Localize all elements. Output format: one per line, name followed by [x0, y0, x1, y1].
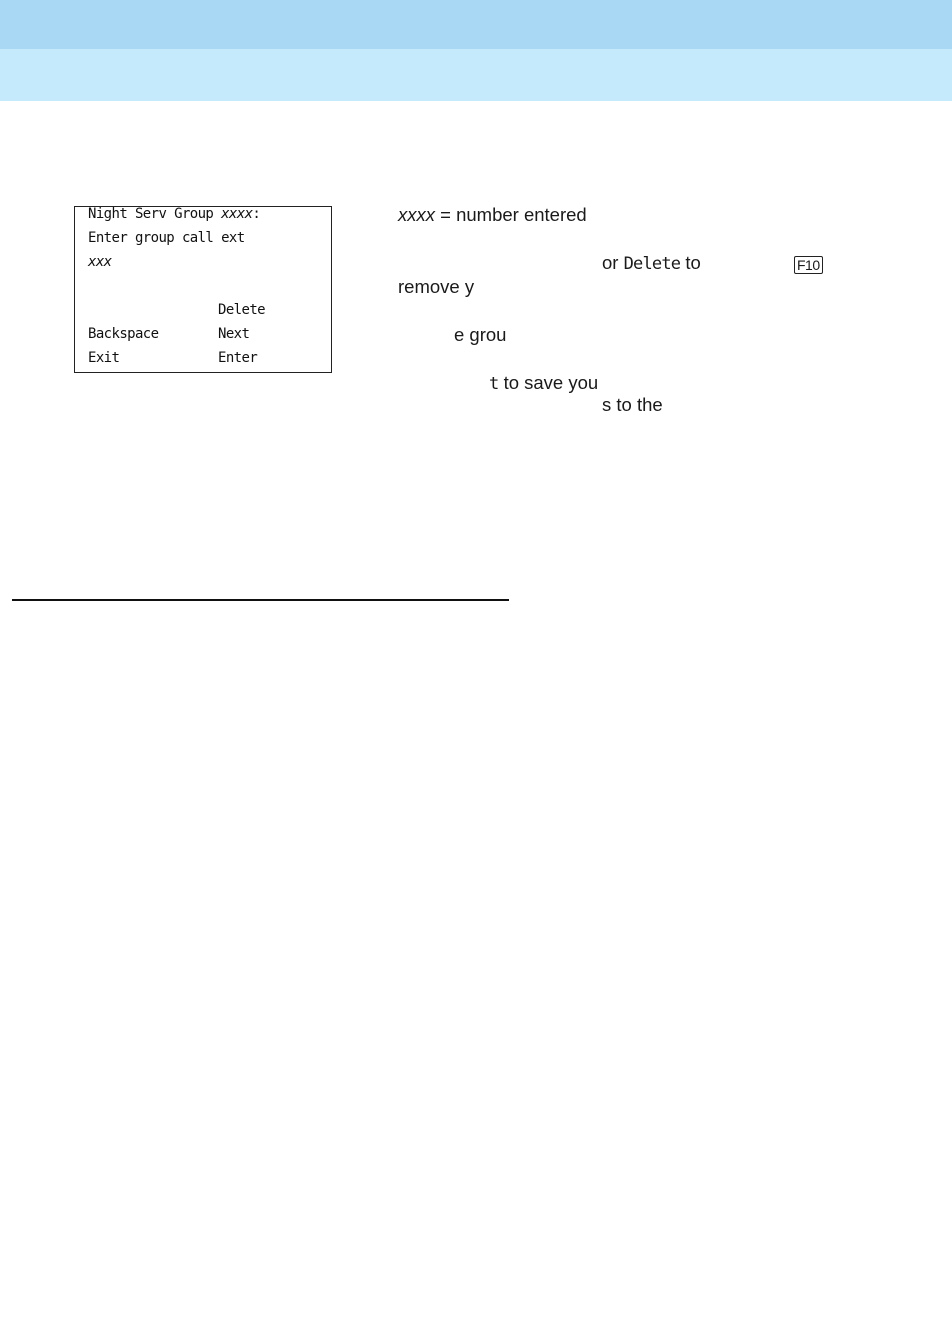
next-button[interactable]: Next	[218, 326, 250, 342]
delete-instruction: or Delete to	[602, 252, 701, 274]
backspace-button[interactable]: Backspace	[88, 326, 159, 342]
group-text: e grou	[454, 324, 507, 345]
console-screen	[74, 206, 332, 373]
section-divider	[12, 599, 509, 601]
screen-prompt-line: Enter group call ext	[88, 230, 245, 246]
exit-button[interactable]: Exit	[88, 350, 120, 366]
f10-key-icon: F10	[794, 253, 823, 275]
save-instruction: t to save you	[489, 372, 599, 394]
enter-button[interactable]: Enter	[218, 350, 258, 366]
screen-title-line: Night Serv Group xxxx:	[88, 206, 261, 222]
remove-text: remove y	[398, 276, 475, 297]
header-band-bottom	[0, 49, 952, 101]
delete-button[interactable]: Delete	[218, 302, 265, 318]
header-band-top	[0, 0, 952, 49]
screen-input-line[interactable]: xxx	[88, 254, 112, 270]
variable-note: xxxx = number entered	[398, 204, 587, 225]
to-the-text: s to the	[602, 394, 663, 415]
